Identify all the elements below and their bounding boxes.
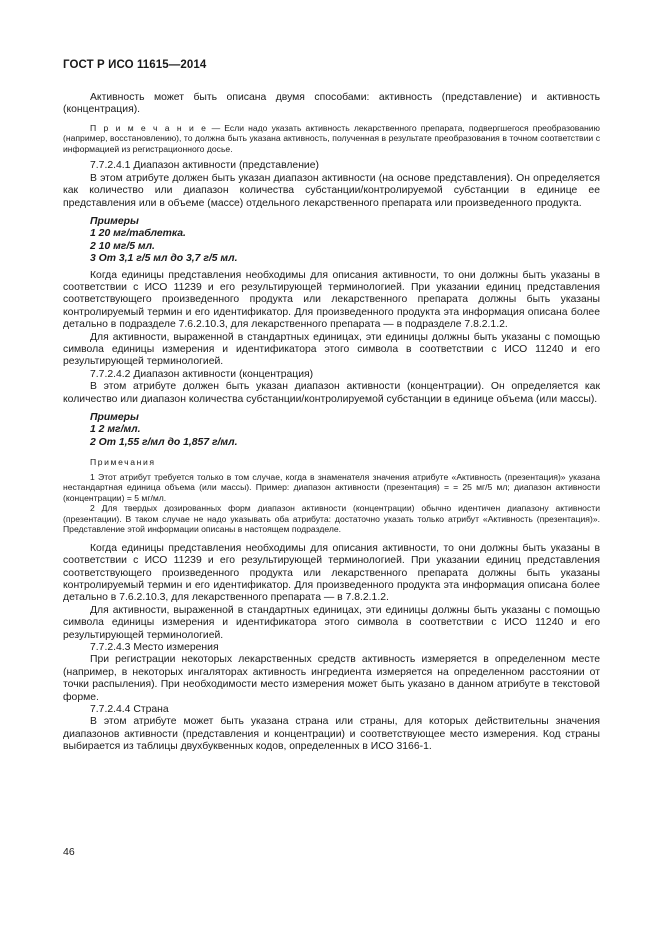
example-1-item: 1 20 мг/таблетка. xyxy=(90,228,186,240)
page-number: 46 xyxy=(63,846,75,858)
notes-2-label: Примечания xyxy=(90,457,156,468)
paragraph-measurement-place: При регистрации некоторых лекарственных средств активность измеряется в определенном месте (например, в некоторых ингаляторах активность ингредиента измеряется на определенном расстоянии от точки распыления). При необходимости место измерения может быть указано в данном атрибуте в текстовой форме. xyxy=(63,654,600,703)
section-heading-7-7-2-4-3: 7.7.2.4.3 Место измерения xyxy=(90,642,219,653)
example-1-item: 2 10 мг/5 мл. xyxy=(90,240,155,252)
paragraph-standard-units-2: Для активности, выраженной в стандартных единицах, эти единицы должны быть указаны с помощью символа единицы измерения и идентификатора этого символа в соответствии с ИСО 11240 и его результирующей терминологией. xyxy=(63,604,600,641)
note-2-2: 2 Для твердых дозированных форм диапазон активности (концентрации) обычно идентичен диапазону активности (презентации). В таком случае не надо указывать оба атрибута: достаточно указать только атрибут «Активность (презентация)». Представление этой информации описаны в настоящем подразделе. xyxy=(63,503,600,535)
paragraph-country: В этом атрибуте может быть указана страна или страны, для которых действительны значения диапазонов активности (представления и концентрации) и соответствующее место измерения. Код страны выбирается из таблицы двухбуквенных кодов, определенных в ИСО 3166-1. xyxy=(63,716,600,753)
document-header: ГОСТ Р ИСО 11615—2014 xyxy=(63,59,207,71)
section-heading-7-7-2-4-2: 7.7.2.4.2 Диапазон активности (концентрация) xyxy=(90,368,314,380)
example-2-item: 2 От 1,55 г/мл до 1,857 г/мл. xyxy=(90,436,238,448)
paragraph-standard-units: Для активности, выраженной в стандартных единицах, эти единицы должны быть указаны с помощью символа единицы измерения и идентификатора этого символа в соответствии с ИСО 11240 и его результирующей терминологией. xyxy=(63,331,600,368)
paragraph-range-presentation: В этом атрибуте должен быть указан диапазон активности (на основе представления). Он определяется как количество или диапазон количества субстанции/контролируемой субстанции в единице ее представления или в объеме (массе) отдельного лекарственного препарата или произведенного продукта. xyxy=(63,172,600,209)
paragraph-units-presentation: Когда единицы представления необходимы для описания активности, то они должны быть указаны в соответствии с ИСО 11239 и его результирующей терминологией. При указании единиц представления соответствующего произведенного продукта или лекарственного препарата должны быть указаны контролируемый термин и его идентификатор. Для произведенного продукта эта информация описана более детально в подразделе 7.6.2.10.3, для лекарственного препарата — в подразделе 7.8.2.1.2. xyxy=(63,269,600,331)
note-2-1: 1 Этот атрибут требуется только в том случае, когда в знаменателя значения атрибуте «Активность (презентация)» указана нестандартная единица объема (или массы). Пример: диапазон активности (презентация) = = 25 мг/5 мл; диапазон активности (концентрации) = 5 мг/мл. xyxy=(63,471,600,503)
note-1 xyxy=(63,123,600,155)
document-body xyxy=(63,92,600,754)
note-1-text: — Если надо указать активность лекарственного препарата, подвергшегося преобразованию (например, восстановлению), то должна быть указана активность, полученная в результате преобразования в точном соответствии с информацией из регистрационного досье. xyxy=(63,122,600,154)
note-1-label: П р и м е ч а н и е xyxy=(90,122,208,133)
paragraph-range-concentration: В этом атрибуте должен быть указан диапазон активности (концентрации). Он определяется как количество или диапазон количества субстанции/контролируемой субстанции в единице объема (или массы). xyxy=(63,381,600,405)
paragraph-units-presentation-2: Когда единицы представления необходимы для описания активности, то они должны быть указаны в соответствии с ИСО 11239 и его результирующей терминологией. При указании единиц представления соответствующего произведенного продукта или лекарственного препарата должны быть указаны контролируемый термин и его идентификатор. Для произведенного продукта эта информация описана более детально в 7.6.2.10.3, для лекарственного препарата — в 7.8.2.1.2. xyxy=(63,542,600,604)
examples-1-title: Примеры xyxy=(90,215,139,227)
examples-2-title: Примеры xyxy=(90,412,139,424)
example-1-item: 3 От 3,1 г/5 мл до 3,7 г/5 мл. xyxy=(90,253,238,265)
paragraph-intro: Активность может быть описана двумя способами: активность (представление) и активность (концентрация). xyxy=(63,92,600,116)
section-heading-7-7-2-4-1: 7.7.2.4.1 Диапазон активности (представление) xyxy=(90,160,319,172)
section-heading-7-7-2-4-4: 7.7.2.4.4 Страна xyxy=(90,704,169,716)
example-2-item: 1 2 мг/мл. xyxy=(90,424,141,436)
